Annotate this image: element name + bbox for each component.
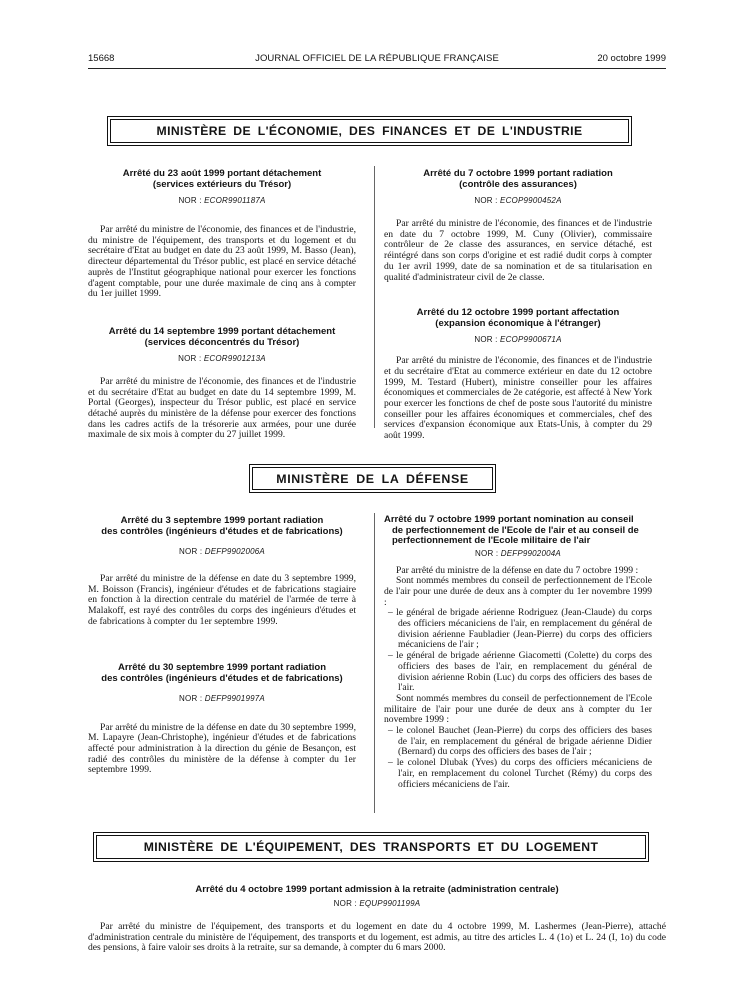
nor-code: DEFP9902006A	[204, 547, 265, 556]
column-divider	[374, 166, 375, 428]
appointment-list-item: – le général de brigade aérienne Giacometti (Colette) du corps des officiers des bases de l'air, en remplacement du général de division aérienne Robin (Luc) du corps des officiers des bases de l'air.	[388, 650, 652, 694]
article	[384, 307, 652, 442]
ministry-heading-text: MINISTÈRE DE L'ÉCONOMIE, DES FINANCES ET DE L'INDUSTRIE	[156, 124, 583, 138]
article-title: Arrêté du 4 octobre 1999 portant admission à la retraite (administration centrale)	[195, 884, 559, 895]
article-title-line: Arrêté du 7 octobre 1999 portant nomination au conseil	[384, 514, 634, 525]
article	[88, 662, 356, 777]
article-title-line: (contrôle des assurances)	[459, 179, 577, 190]
nor-reference	[88, 354, 356, 363]
ministry-heading-defense	[249, 464, 496, 493]
article-body: Par arrêté du ministre de la défense en date du 30 septembre 1999, M. Lapayre (Jean-Christophe), ingénieur d'études et de fabrications affecté pour administration à la direction du génie de Besançon, est radié des contrôles du ministère de la défense à compter du 1er septembre 1999.	[88, 721, 356, 776]
article-title	[384, 168, 652, 190]
journal-title: JOURNAL OFFICIEL DE LA RÉPUBLIQUE FRANÇAISE	[255, 53, 499, 64]
ministry-heading-text: MINISTÈRE DE LA DÉFENSE	[276, 471, 469, 486]
nor-code: DEFP9901997A	[204, 693, 265, 703]
article-title-line: Arrêté du 7 octobre 1999 portant radiation	[423, 168, 613, 179]
appointment-list-item: – le général de brigade aérienne Rodriguez (Jean-Claude) du corps des officiers mécaniciens de l'air, en remplacement du général de division aérienne Faubladier (Jean-Pierre) du corps des officiers mécaniciens de l'air ;	[388, 607, 652, 651]
article-title	[88, 326, 356, 348]
ministry-heading-text: MINISTÈRE DE L'ÉQUIPEMENT, DES TRANSPORTS ET DU LOGEMENT	[143, 840, 599, 854]
article-title	[88, 168, 356, 190]
article	[384, 515, 652, 790]
article-title-line: Arrêté du 30 septembre 1999 portant radiation	[117, 661, 326, 673]
article-title-line: (services extérieurs du Trésor)	[152, 179, 292, 190]
article-body: Par arrêté du ministre de l'équipement, des transports et du logement en date du 4 octobre 1999, M. Lashermes (Jean-Pierre), attaché d'administration centrale du ministère de l'équipement, des transports et du logement, est admis, au titre des articles L. 4 (1o) et L. 24 (I, 1o) du code des pensions, à faire valoir ses droits à la retraite, sur sa demande, à compter du 6 mars 2000.	[88, 921, 666, 954]
article-title-line: (expansion économique à l'étranger)	[435, 318, 601, 330]
ministry-1-left-column	[88, 168, 356, 451]
article	[88, 515, 356, 628]
nor-reference	[384, 196, 652, 205]
article-paragraph: Sont nommés membres du conseil de perfectionnement de l'Ecole de l'air pour une durée de deux ans à compter du 1er novembre 1999 :	[384, 575, 652, 608]
nor-label: NOR :	[475, 548, 499, 558]
article-title-line: (services déconcentrés du Trésor)	[144, 336, 300, 348]
nor-reference	[384, 549, 652, 558]
article	[384, 168, 652, 283]
article	[88, 168, 356, 300]
nor-code: ECOP9900452A	[500, 196, 562, 205]
article-title	[88, 662, 356, 684]
article-intro: Par arrêté du ministre de la défense en date du 7 octobre 1999 :	[396, 564, 639, 576]
nor-code: EQUP9901199A	[359, 899, 421, 908]
article-paragraph: Sont nommés membres du conseil de perfectionnement de l'Ecole militaire de l'air pour une durée de deux ans à compter du 1er novembre 1999 :	[384, 692, 652, 726]
article-title	[88, 515, 356, 537]
article-title-line: Arrêté du 12 octobre 1999 portant affectation	[416, 307, 620, 319]
article-body: Par arrêté du ministre de l'économie, des finances et de l'industrie, du ministre de l'équipement, des transports et du logement et du secrétaire d'Etat au budget en date du 23 août 1999, M. Basso (Jean), directeur départemental du Trésor public, est placé en service détaché auprès de l'Institut géographique national pour exercer les fonctions d'agent comptable, pour une durée maximale de cinq ans à compter du 1er juillet 1999.	[88, 224, 356, 300]
article-body: Par arrêté du ministre de l'économie, des finances et de l'industrie et du secrétaire d'Etat au budget en date du 14 septembre 1999, M. Portal (Georges), inspecteur du Trésor public, est placé en service détaché auprès du ministère de la défense pour exercer des fonctions dans les cadres actifs de la trésorerie aux armées, pour une durée maximale de six mois à compter du 27 juillet 1999.	[88, 375, 356, 441]
running-head	[88, 53, 666, 67]
ministry-2-right-column	[384, 515, 652, 790]
article-body: Par arrêté du ministre de la défense en date du 3 septembre 1999, M. Boisson (Francis), ingénieur d'études et de fabrications stagiaire en fonction à la direction centrale du matériel de l'armée de terre à Malakoff, est rayé des contrôles du corps des ingénieurs d'études et de fabrications à compter du 1er septembre 1999.	[88, 573, 356, 627]
nor-label: NOR :	[178, 353, 202, 363]
article-title-line: Arrêté du 14 septembre 1999 portant détachement	[108, 325, 336, 337]
ministry-heading-economie	[107, 116, 632, 146]
nor-code: ECOP9900671A	[500, 335, 562, 345]
nor-code: DEFP9902004A	[500, 548, 561, 558]
nor-reference	[88, 547, 356, 556]
article-title-line: des contrôles (ingénieurs d'études et de fabrications)	[101, 672, 343, 684]
article-body: Par arrêté du ministre de l'économie, des finances et de l'industrie et du secrétaire d'Etat au commerce extérieur en date du 12 octobre 1999, M. Testard (Hubert), ministre conseiller pour les affaires économiques et commerciales de 2e catégorie, est affecté à New York pour exercer les fonctions de chef de poste sous l'autorité du ministre conseiller pour les affaires économiques et commerciales, chef des services d'expansion économique aux Etats-Unis, à compter du 29 août 1999.	[384, 355, 652, 442]
article-body: Par arrêté du ministre de l'économie, des finances et de l'industrie en date du 7 octobre 1999, M. Cuny (Olivier), commissaire contrôleur de 2e classe des assurances, en service détaché, est réintégré dans son corps d'origine et est radié dudit corps à compter du 1er avril 1999, date de sa nomination et de sa titularisation en qualité d'administrateur civil de 2e classe.	[384, 218, 652, 283]
appointment-list-item: – le colonel Dlubak (Yves) du corps des officiers mécaniciens de l'air, en remplacement du colonel Turchet (Rémy) du corps des officiers mécaniciens de l'air.	[388, 757, 652, 790]
ministry-1-right-column	[384, 168, 652, 451]
nor-reference	[88, 899, 666, 908]
nor-reference	[384, 335, 652, 344]
article-title-line: Arrêté du 23 août 1999 portant détachement	[122, 168, 322, 179]
header-rule	[88, 68, 666, 69]
article-title-line: des contrôles (ingénieurs d'études et de fabrications)	[101, 526, 343, 537]
nor-reference	[88, 694, 356, 703]
article	[88, 884, 666, 964]
nor-code: ECOR9901213A	[203, 353, 266, 363]
column-divider	[374, 513, 375, 813]
appointment-list-item: – le colonel Bauchet (Jean-Pierre) du corps des officiers des bases de l'air, en remplacement du général de brigade aérienne Didier (Bernard) du corps des officiers des bases de l'air ;	[388, 725, 652, 758]
nor-label: NOR :	[179, 693, 203, 703]
nor-label: NOR :	[179, 547, 203, 556]
article-title	[384, 307, 652, 329]
nor-label: NOR :	[474, 196, 498, 205]
article	[88, 326, 356, 441]
page-number: 15668	[88, 53, 115, 64]
ministry-heading-equipement	[93, 832, 649, 862]
article-title-line: Arrêté du 3 septembre 1999 portant radiation	[120, 515, 324, 526]
nor-label: NOR :	[474, 335, 498, 345]
nor-code: ECOR9901187A	[204, 196, 266, 205]
ministry-2-left-column	[88, 515, 356, 786]
nor-label: NOR :	[333, 899, 357, 908]
issue-date: 20 octobre 1999	[597, 53, 666, 64]
article-title	[384, 515, 652, 547]
article-title-line: de perfectionnement de l'Ecole de l'air et au conseil de	[392, 524, 639, 536]
article-title-line: perfectionnement de l'Ecole militaire de l'air	[392, 535, 591, 546]
nor-reference	[88, 196, 356, 205]
nor-label: NOR :	[178, 196, 202, 205]
